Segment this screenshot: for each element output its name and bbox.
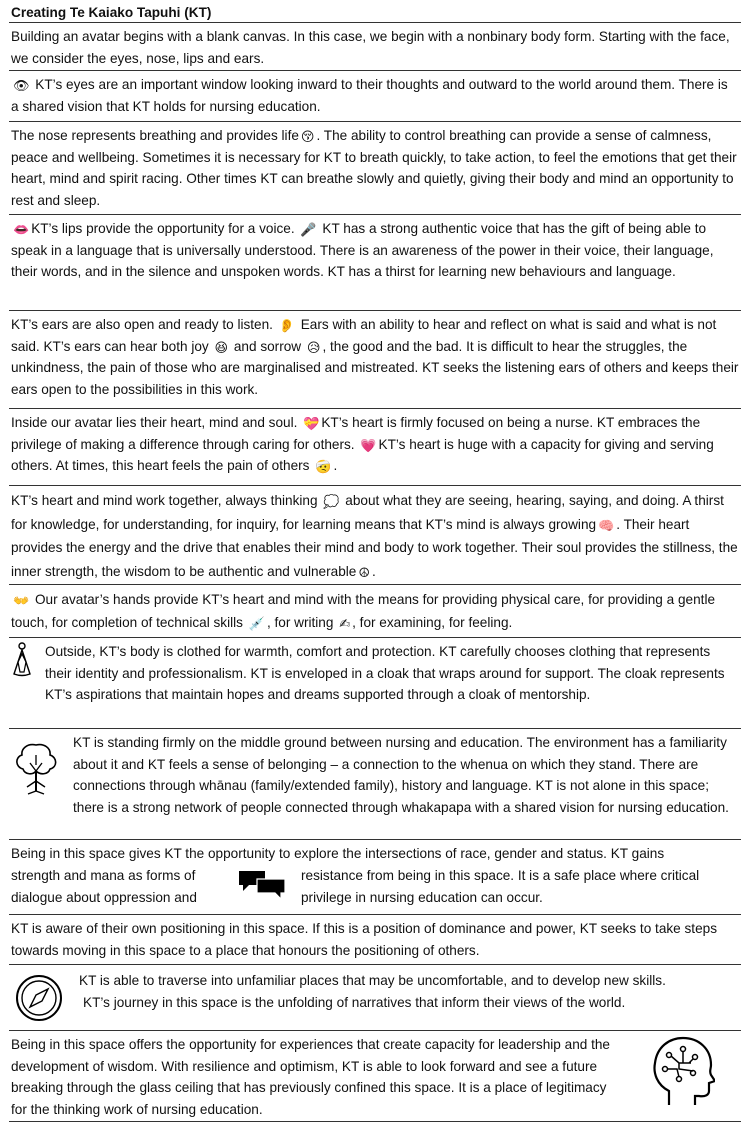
section-nose bbox=[9, 122, 741, 215]
section-text: KT is aware of their own positioning in this space. If this is a position of dominance and power, KT seeks to take steps towards moving in this space to a place that honours the positioning of others. bbox=[11, 921, 717, 958]
section-journey bbox=[9, 965, 741, 1031]
section-text: . bbox=[333, 458, 338, 473]
section-text: Building an avatar begins with a blank canvas. In this case, we begin with a nonbinary body form. Starting with the face, we consider the eyes, nose, lips and ears. bbox=[11, 29, 730, 66]
section-text: KT has a strong authentic voice that has the gift of being able to speak in a language that is universally understood. There is an awareness of the power in their voice, their language, their words, and in the silence and unspoken words. KT has a thirst for learning new behaviours and language. bbox=[11, 221, 714, 279]
section-text: resistance from being in this space. It is a safe place where critical bbox=[301, 867, 700, 883]
section-text: KT is able to traverse into unfamiliar places that may be uncomfortable, and to develop new skills. bbox=[79, 973, 666, 988]
eye-icon: 👁 bbox=[13, 79, 30, 94]
section-eyes bbox=[9, 71, 741, 122]
open-hands-icon: 👐 bbox=[13, 594, 30, 609]
section-positioning bbox=[9, 915, 741, 965]
section-text: strength and mana as forms of bbox=[11, 867, 196, 883]
section-text: privilege in nursing education can occur. bbox=[301, 889, 543, 905]
section-blank-canvas bbox=[9, 22, 741, 71]
document bbox=[9, 0, 741, 1122]
section-text: and sorrow bbox=[233, 338, 302, 354]
section-ears bbox=[9, 311, 741, 409]
section-text: Our avatar’s hands provide KT’s heart and mind with the means for providing physical care, for providing a gentle touch, for completion of technical skills bbox=[11, 592, 716, 630]
brain-icon: 🧠 bbox=[598, 518, 615, 534]
section-text: Inside our avatar lies their heart, mind and soul. bbox=[11, 415, 298, 430]
section-heart bbox=[9, 409, 741, 486]
section-text: Being in this space gives KT the opportunity to explore the intersections of race, gender and status. KT gains bbox=[11, 846, 665, 861]
writing-hand-icon: ✍ bbox=[339, 617, 351, 632]
kissing-face-icon: 😚 bbox=[300, 130, 315, 145]
section-text: . Their heart provides the energy and the drive that enables their mind and body to work together. Their soul provides the stillness, the inner strength, the wisdom to be authentic and vulnerable bbox=[11, 516, 738, 579]
document-title: Creating Te Kaiako Tapuhi (KT) bbox=[11, 5, 212, 20]
thought-bubble-icon: 💭 bbox=[323, 495, 340, 510]
section-hands bbox=[9, 585, 741, 638]
peace-icon: ☮ bbox=[358, 565, 371, 581]
section-text: KT’s eyes are an important window looking inward to their thoughts and outward to the world around them. There is a shared vision that KT holds for nursing education. bbox=[11, 77, 728, 114]
speech-bubbles-icon bbox=[237, 869, 287, 899]
injured-face-icon: 🤕 bbox=[315, 460, 332, 475]
section-text: KT’s lips provide the opportunity for a voice. bbox=[31, 221, 295, 236]
section-text: , the good and the bad. It is difficult to hear the struggles, the unkindness, the pain of those who are marginalised and mistreated. KT seeks the listening ears of others and keeps their ears open to the possibilities in this work. bbox=[11, 338, 739, 397]
microphone-icon: 🎤 bbox=[300, 223, 317, 238]
section-intersections bbox=[9, 840, 741, 915]
section-text: , for examining, for feeling. bbox=[352, 615, 513, 630]
sad-face-icon: 😥 bbox=[306, 340, 321, 356]
section-text: . The ability to control breathing can provide a sense of calmness, peace and wellbeing. Sometimes it is necessary for KT to breath quickly, to take action, to feel the emotions that get their heart, mind and spirit racing. Other times KT can breathe slowly and quietly, giving their body and mind an opportunity to rest and sleep. bbox=[11, 128, 737, 208]
section-mind bbox=[9, 486, 741, 585]
section-text: Ears with an ability to hear and reflect on what is said and what is not said. KT’s ears can hear both joy bbox=[11, 317, 717, 354]
section-text: KT’s heart is firmly focused on being a nurse. KT embraces the privilege of making a difference through caring for others. bbox=[11, 415, 701, 452]
section-text: KT’s ears are also open and ready to listen. bbox=[11, 317, 273, 332]
section-leadership bbox=[9, 1031, 741, 1122]
section-text: Outside, KT’s body is clothed for warmth, comfort and protection. KT carefully chooses clothing that represents their identity and professionalism. KT is enveloped in a cloak that wraps around for support. The cloak represents KT’s aspirations that maintain hopes and dreams supported through a cloak of mentorship. bbox=[45, 644, 725, 702]
section-text: KT’s heart is huge with a capacity for giving and serving others. At times, this heart feels the pain of others bbox=[11, 436, 714, 473]
section-whenua bbox=[9, 729, 741, 840]
section-text: dialogue about oppression and bbox=[11, 889, 197, 905]
cloak-icon bbox=[11, 642, 33, 678]
section-text: KT is standing firmly on the middle ground between nursing and education. The environment has a familiarity about it and KT feels a sense of belonging – a connection to the whenua on which they stand. There are connections through whānau (family/extended family), history and language. KT is not alone in this space; there is a strong network of people connected through whakapapa with a shared vision for nursing education. bbox=[73, 735, 729, 815]
section-cloak bbox=[9, 638, 741, 729]
section-text: . bbox=[372, 563, 376, 579]
ear-icon: 👂 bbox=[278, 319, 295, 334]
section-text: KT’s heart and mind work together, always thinking bbox=[11, 493, 318, 508]
lips-icon: 👄 bbox=[13, 223, 30, 238]
section-text: The nose represents breathing and provides life bbox=[11, 128, 299, 143]
syringe-icon: 💉 bbox=[248, 617, 265, 632]
head-circuit-icon bbox=[649, 1035, 715, 1107]
compass-icon bbox=[15, 974, 63, 1022]
growing-heart-icon: 💗 bbox=[360, 438, 377, 454]
section-lips bbox=[9, 215, 741, 311]
section-text: about what they are seeing, hearing, saying, and doing. A thirst for knowledge, for understanding, for inquiry, for learning means that KT’s mind is always growing bbox=[11, 493, 724, 532]
section-text: KT’s journey in this space is the unfolding of narratives that inform their views of the world. bbox=[83, 994, 626, 1010]
section-text: , for writing bbox=[266, 615, 334, 630]
heart-ribbon-icon: 💝 bbox=[303, 417, 320, 432]
tree-icon bbox=[13, 741, 59, 795]
section-text: Being in this space offers the opportunity for experiences that create capacity for leadership and the development of wisdom. With resilience and optimism, KT is able to look forward and see a future breaking through the glass ceiling that has previously confined this space. It is a place of legitimacy for the thinking work of nursing education. bbox=[11, 1037, 610, 1117]
joy-face-icon: 😆 bbox=[214, 340, 229, 356]
